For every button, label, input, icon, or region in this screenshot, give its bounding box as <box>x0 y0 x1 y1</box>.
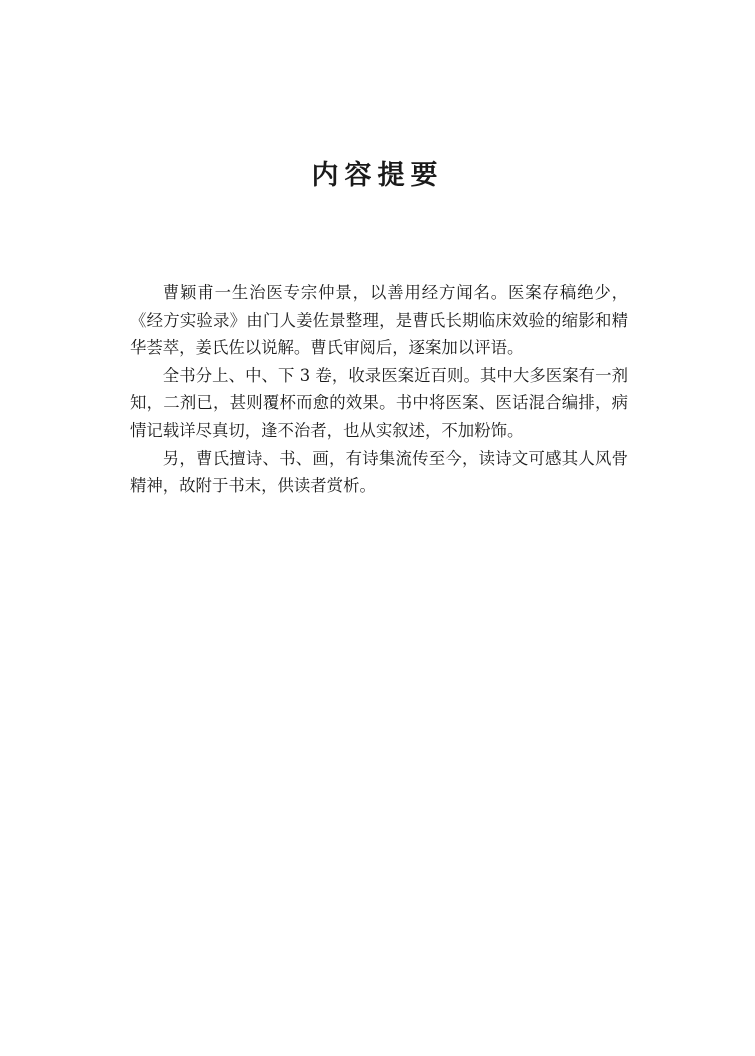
paragraph-3: 另，曹氏擅诗、书、画，有诗集流传至今，读诗文可感其人风骨精神，故附于书末，供读者赏析。 <box>130 448 628 496</box>
paragraph-2: 全书分上、中、下 3 卷，收录医案近百则。其中大多医案有一剂知，二剂已，甚则覆杯而愈的效果。书中将医案、医话混合编排，病情记载详尽真切，逢不治者，也从实叙述，不加粉饰。 <box>130 365 628 440</box>
summary-body <box>130 279 628 500</box>
paragraph-1: 曹颖甫一生治医专宗仲景，以善用经方闻名。医案存稿绝少，《经方实验录》由门人姜佐景整理，是曹氏长期临床效验的缩影和精华荟萃，姜氏佐以说解。曹氏审阅后，逐案加以评语。 <box>130 283 628 358</box>
page-title: 内容提要 <box>311 160 444 191</box>
